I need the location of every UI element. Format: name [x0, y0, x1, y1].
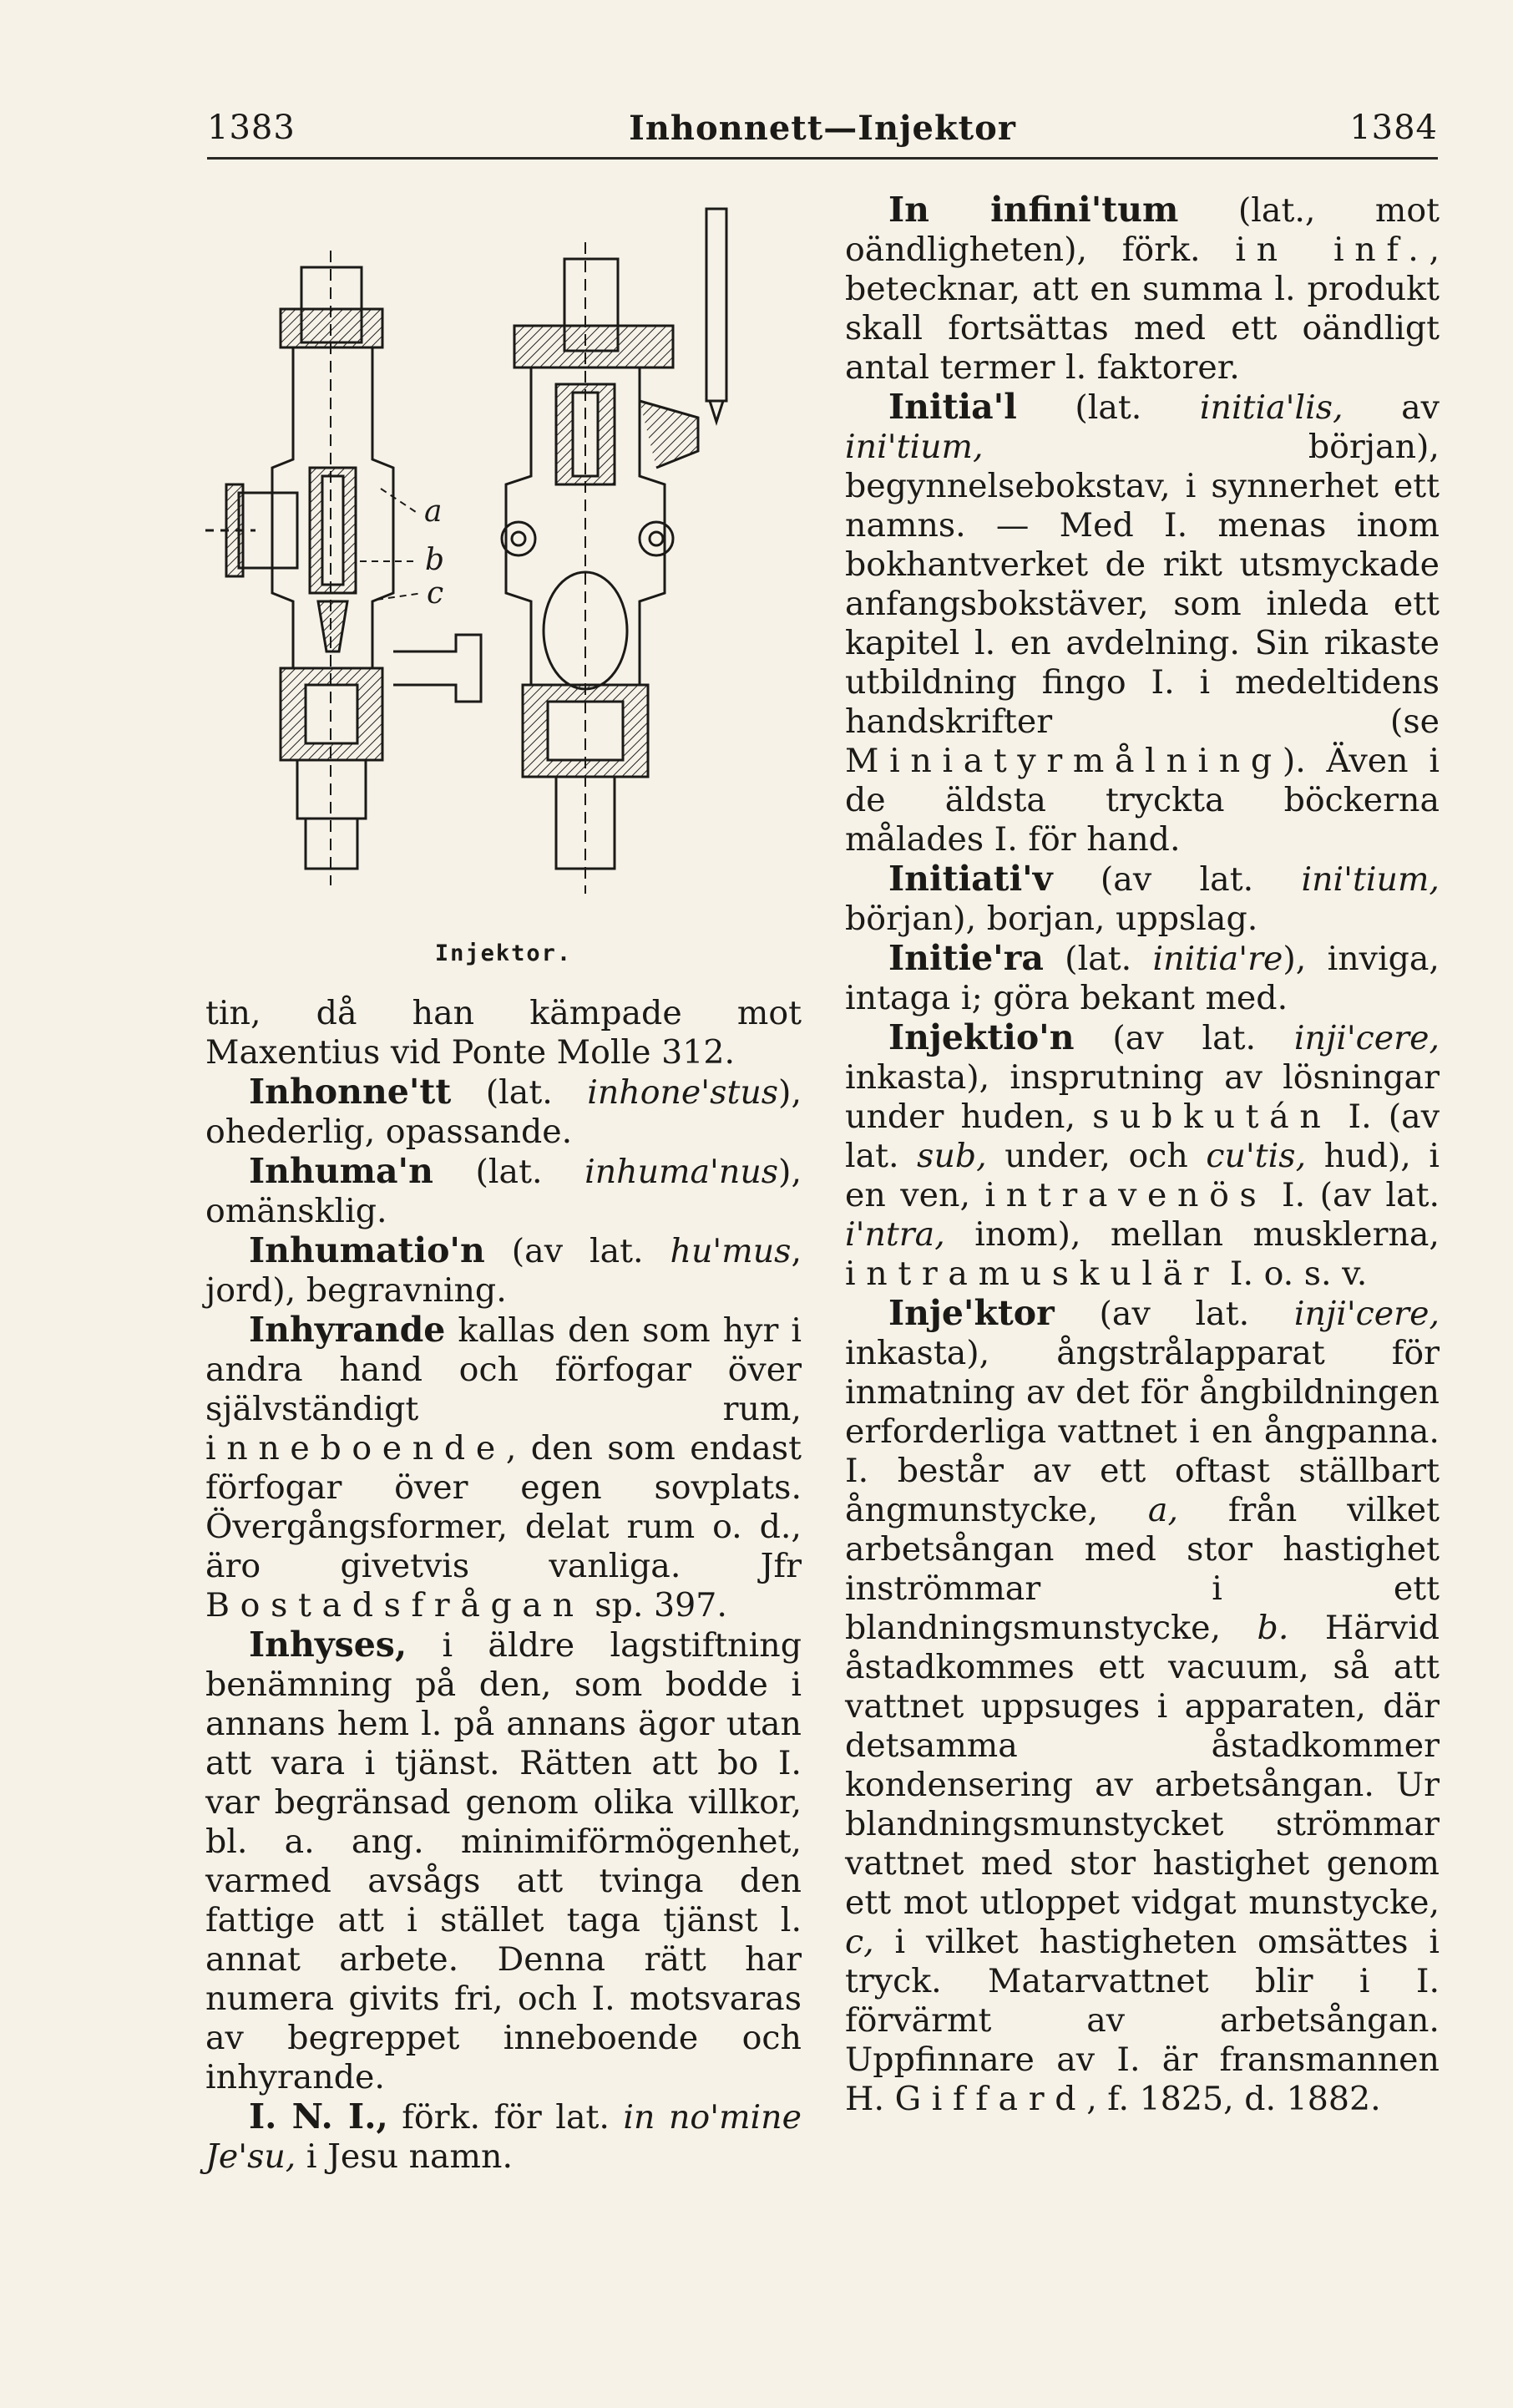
latin-term: in no'mine Je'su, [205, 2098, 802, 2176]
entry-inhyses [205, 1625, 802, 2097]
label-leaders [360, 489, 423, 600]
entry-in-infinitum [845, 190, 1440, 388]
entry-text: (lat. [433, 1153, 585, 1191]
entry-text: ), omänsklig. [205, 1153, 802, 1230]
entry-inhuman [205, 1152, 802, 1231]
latin-term: ini'tium, [1301, 860, 1440, 899]
entry-text: (lat. [451, 1073, 588, 1112]
entry-inhumation [205, 1231, 802, 1310]
latin-term: sub, [917, 1137, 987, 1175]
entry-inhyrande [205, 1310, 802, 1625]
entry-text: ), inviga, intaga i; göra bekant med. [845, 940, 1440, 1017]
entry-text: (av lat. [484, 1232, 670, 1270]
headword: I. N. I., [249, 2096, 388, 2137]
entry-text: under, och [986, 1137, 1207, 1175]
entry-text: inom), mellan musklerna, [944, 1215, 1440, 1254]
cross-reference: Bostadsfrågan [205, 1586, 584, 1625]
entry-text: förk. för lat. [387, 2098, 624, 2137]
entry-text: av [1343, 388, 1440, 427]
figure-caption: Injektor. [434, 940, 573, 966]
latin-term: i'ntra, [845, 1215, 945, 1254]
entry-ini [205, 2097, 802, 2177]
latin-term: inhone'stus [587, 1073, 779, 1112]
injector-drawing [205, 200, 802, 935]
latin-term: initia'lis, [1199, 388, 1343, 427]
entry-text: i Jesu namn. [296, 2137, 514, 2176]
entry-initiera [845, 939, 1440, 1018]
spaced-term: subkután [1092, 1098, 1332, 1136]
spaced-term: intravenös [984, 1176, 1268, 1214]
page-number-left: 1383 [207, 109, 296, 147]
entry-text: , betecknar, att en summa l. produkt skall fortsättas med ett oändligt antal termer l. faktorer. [845, 231, 1440, 387]
headword: Initie'ra [888, 938, 1044, 978]
figure-ref-b: b. [1257, 1609, 1289, 1647]
entry-text: början), begynnelsebokstav, i synnerhet ett namns. — Med I. menas inom bokhantverket de rikt utsmyckade anfangsbokstäver, som inleda ett kapitel l. en avdelning. Sin rikaste utbildning fingo I. i medeltidens handskrifter (se [845, 428, 1440, 741]
figure-ref-c: c, [845, 1923, 874, 1961]
injector-figure [205, 200, 802, 977]
entry-text: I. o. s. v. [1219, 1255, 1368, 1293]
entry-initiativ [845, 859, 1440, 939]
spaced-term: intramuskulär [845, 1255, 1220, 1293]
person-name: Giffard [894, 2080, 1087, 2118]
entry-text: (lat. [1016, 388, 1200, 427]
latin-term: initia're [1152, 940, 1283, 978]
headword: Injektio'n [888, 1017, 1075, 1057]
figure-label-a: a [424, 494, 443, 529]
right-section [502, 209, 726, 894]
entry-text: (av lat. [1052, 860, 1302, 899]
headword: Initia'l [888, 387, 1017, 427]
right-column [845, 190, 1440, 2119]
entry-text: hud), i en ven, [845, 1137, 1440, 1214]
headword: Initiati'v [888, 859, 1053, 899]
header-rule [207, 157, 1438, 160]
paragraph-continuation: tin, då han kämpade mot Maxentius vid Ponte Molle 312. [205, 994, 802, 1072]
entry-text: , f. 1825, d. 1882. [1086, 2080, 1381, 2118]
spaced-term: in inf. [1235, 231, 1430, 269]
headword: Inhyses, [249, 1625, 407, 1665]
entry-text: I. (av lat. [845, 1098, 1440, 1175]
entry-text: , jord), begravning. [205, 1232, 802, 1310]
latin-term: inhuma'nus [584, 1153, 779, 1191]
entry-text: från vilket arbetsångan med stor hastighet inströmmar i ett blandningsmunstycke, [845, 1491, 1440, 1647]
entry-text: (av lat. [1054, 1295, 1294, 1333]
entry-text: sp. 397. [584, 1586, 727, 1625]
figure-ref-a: a, [1147, 1491, 1179, 1529]
headword: Inhyrande [249, 1310, 446, 1350]
headword: Inhonne'tt [249, 1072, 452, 1112]
spaced-term: inneboende [205, 1429, 506, 1468]
entry-text: ). Även i de äldsta tryckta böckerna målades I. för hand. [845, 742, 1440, 859]
latin-term: inji'cere, [1293, 1295, 1440, 1333]
left-column [205, 994, 802, 2177]
running-title: Inhonnett—Injektor [629, 109, 1016, 148]
entry-text: början), borjan, uppslag. [845, 900, 1258, 938]
entry-inhonnett [205, 1072, 802, 1152]
latin-term: ini'tium, [845, 428, 984, 466]
entry-text: I. (av lat. [1267, 1176, 1440, 1214]
page-header [207, 109, 1438, 159]
entry-injektor [845, 1294, 1440, 2119]
latin-term: hu'mus [670, 1232, 792, 1270]
page-number-right: 1384 [1349, 109, 1438, 147]
entry-text: kallas den som hyr i andra hand och förfogar över självständigt rum, [205, 1311, 802, 1428]
latin-term: cu'tis, [1206, 1137, 1307, 1175]
entry-text: , den som endast förfogar över egen sovplats. Övergångsformer, delat rum o. d., äro givetvis vanliga. Jfr [205, 1429, 802, 1585]
entry-text: (lat., mot oändligheten), förk. [845, 191, 1440, 269]
entry-text: ), ohederlig, opassande. [205, 1073, 802, 1151]
headword: Inhumatio'n [249, 1230, 485, 1270]
entry-text: i äldre lagstiftning benämning på den, som bodde i annans hem l. på annans ägor utan att vara i tjänst. Rätten att bo I. var begränsad genom olika villkor, bl. a. ang. minimiförmögenhet, varmed avsågs att tvinga den fattige att i stället taga tjänst l. annat arbete. Denna rätt har numera givits fri, och I. motsvaras av begreppet inneboende och inhyrande. [205, 1626, 802, 2096]
latin-term: inji'cere, [1293, 1019, 1440, 1057]
entry-initial [845, 388, 1440, 859]
entry-text: (lat. [1043, 940, 1153, 978]
entry-text: (av lat. [1074, 1019, 1294, 1057]
entry-text: i vilket hastigheten omsättes i tryck. Matarvattnet blir i I. förvärmt av arbetsångan. Uppfinnare av I. är fransmannen H. [845, 1923, 1440, 2118]
headword: Inje'ktor [888, 1293, 1055, 1333]
figure-label-b: b [425, 543, 445, 577]
entry-text: Härvid åstadkommes ett vacuum, så att vattnet uppsuges i apparaten, där detsamma åstadkommer kondensering av arbetsångan. Ur blandningsmunstycket strömmar vattnet med stor hastighet genom ett mot utloppet vidgat munstycke, [845, 1609, 1440, 1922]
headword: Inhuma'n [249, 1151, 433, 1191]
entry-text: inkasta), insprutning av lösningar under huden, [845, 1058, 1440, 1136]
entry-injektion [845, 1018, 1440, 1294]
figure-label-c: c [427, 576, 444, 611]
cross-reference: Miniatyrmålning [845, 742, 1283, 780]
entry-text: inkasta), ångstrålapparat för inmatning av det för ångbildningen erforderliga vattnet i en ångpanna. I. består av ett oftast ställbart ångmunstycke, [845, 1334, 1440, 1529]
headword: In infini'tum [888, 190, 1179, 230]
